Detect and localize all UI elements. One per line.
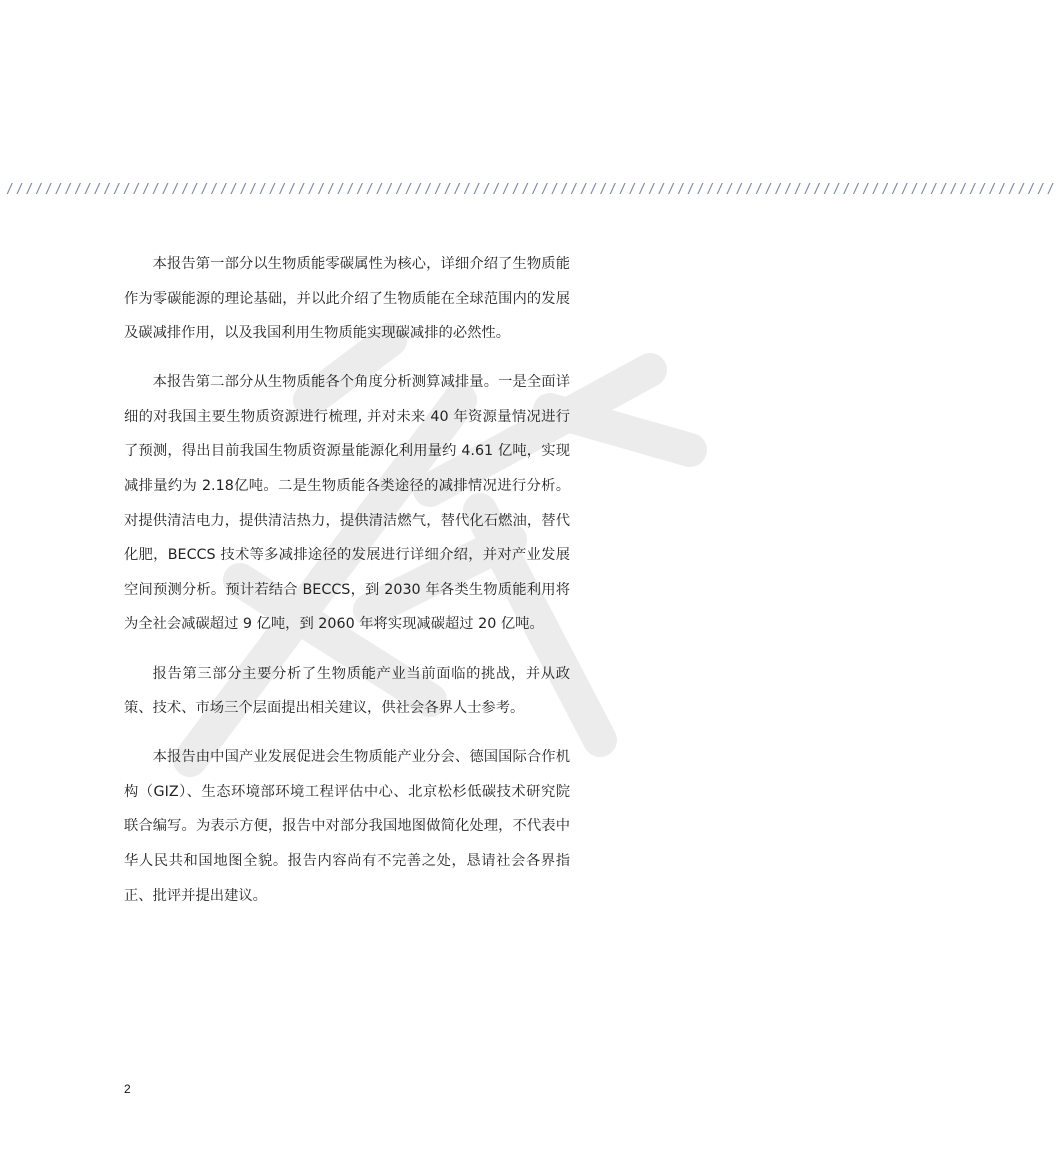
paragraph-part-two: 本报告第二部分从生物质能各个角度分析测算减排量。一是全面详细的对我国主要生物质资源进行梳理, 并对未来 40 年资源量情况进行了预测，得出目前我国生物质资源量能源化利用量约 4.61 亿吨，实现减排量约为 2.18亿吨。二是生物质能各类途径的减排情况进行分析。对提供清洁电力，提供清洁热力，提供清洁燃气，替代化石燃油，替代化肥，BECCS 技术等多减排途径的发展进行详细介绍，并对产业发展空间预测分析。预计若结合 BECCS，到 2030 年各类生物质能利用将为全社会减碳超过 9 亿吨，到 2060 年将实现减碳超过 20 亿吨。 bbox=[124, 374, 570, 633]
decorative-slash-divider: //////////////////////////////////////////////////////////////////////////////////////////////////////////// bbox=[6, 182, 1056, 197]
document-body bbox=[124, 247, 570, 928]
paragraph-part-three: 报告第三部分主要分析了生物质能产业当前面临的挑战，并从政策、技术、市场三个层面提出相关建议，供社会各界人士参考。 bbox=[124, 665, 570, 717]
paragraph-part-one: 本报告第一部分以生物质能零碳属性为核心，详细介绍了生物质能作为零碳能源的理论基础，并以此介绍了生物质能在全球范围内的发展及碳减排作用，以及我国利用生物质能实现碳减排的必然性。 bbox=[124, 256, 570, 342]
page-number: 2 bbox=[124, 1082, 131, 1096]
paragraph-authors: 本报告由中国产业发展促进会生物质能产业分会、德国国际合作机构（GIZ）、生态环境部环境工程评估中心、北京松杉低碳技术研究院联合编写。为表示方便，报告中对部分我国地图做简化处理，不代表中华人民共和国地图全貌。报告内容尚有不完善之处，恳请社会各界指正、批评并提出建议。 bbox=[124, 749, 570, 904]
